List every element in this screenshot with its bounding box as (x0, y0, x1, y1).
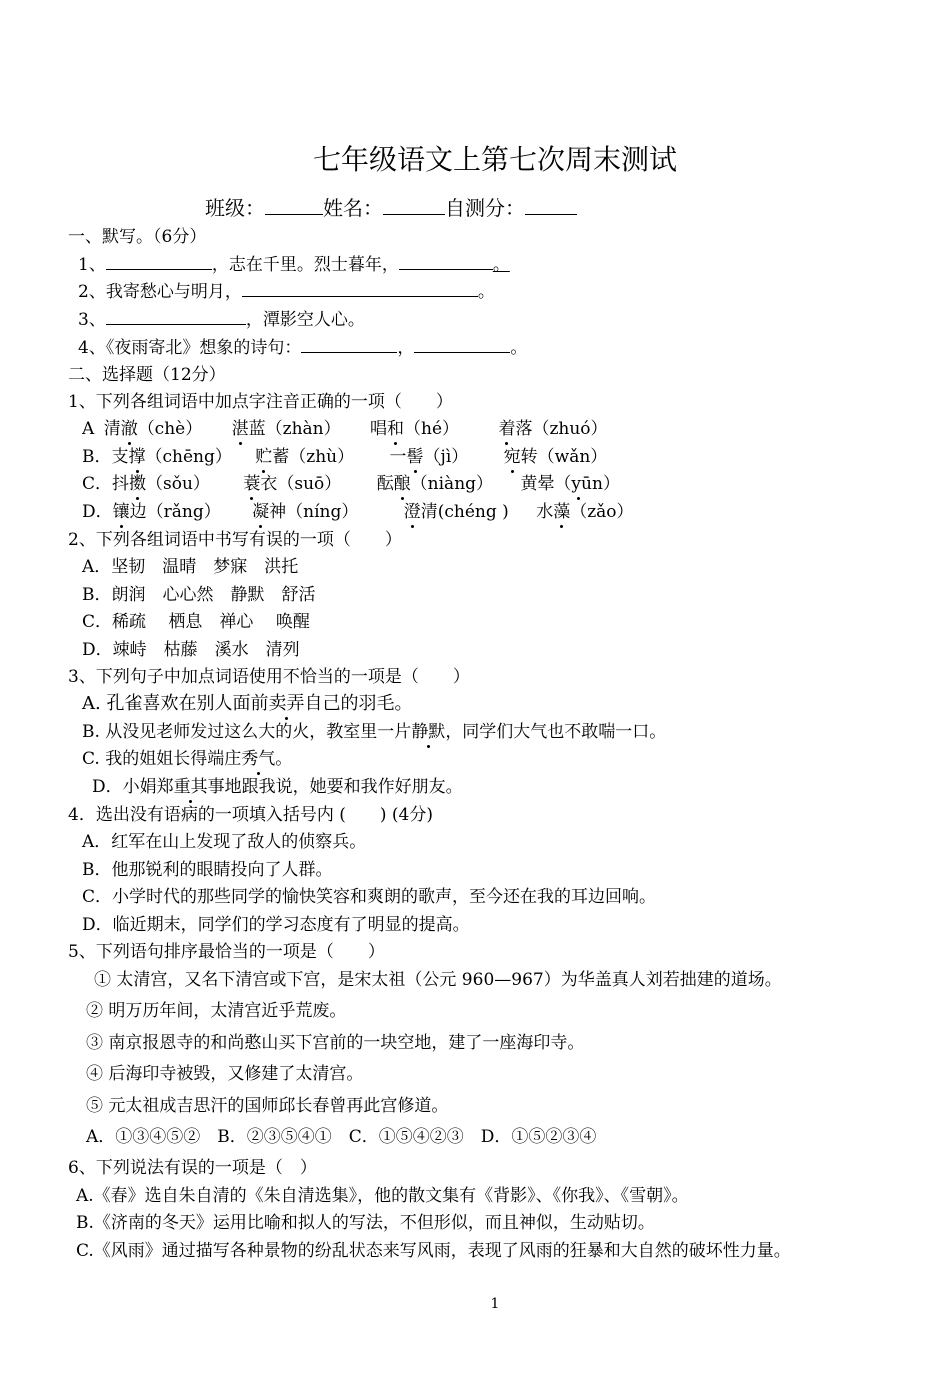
s1-q4-blank1[interactable] (301, 338, 397, 353)
s2-q2-option-c: C．稀疏 栖息 禅心 唤醒 (82, 612, 310, 632)
s2-q5-item-2: ② 明万历年间，太清宫近乎荒废。 (86, 1001, 347, 1021)
s2-q5-stem: 5、下列语句排序最恰当的一项是（ ） (68, 942, 385, 962)
s2-q3-option-a: A. 孔雀喜欢在别人面前卖弄自己的羽毛。 (82, 693, 413, 714)
s2-q6-option-c: C.《风雨》通过描写各种景物的纷乱状态来写风雨，表现了风雨的狂暴和大自然的破坏性力量。 (76, 1241, 791, 1261)
s1-q3-blank[interactable] (106, 310, 246, 325)
s2-q3-option-d: D．小娟郑重其事地跟我说，她要和我作好朋友。 (92, 777, 463, 797)
s2-q5-item-5: ⑤ 元太祖成吉思汗的国师邱长春曾再此宫修道。 (86, 1096, 449, 1116)
section2-heading: 二、选择题（12分） (68, 365, 226, 385)
s2-q4-option-c: C．小学时代的那些同学的愉快笑容和爽朗的歌声，至今还在我的耳边回响。 (82, 887, 657, 907)
s2-q5-item-3: ③ 南京报恩寺的和尚憨山买下宫前的一块空地，建了一座海印寺。 (86, 1033, 585, 1053)
s2-q3-option-b: B. 从没见老师发过这么大的火，教室里一片静默，同学们大气也不敢喘一口。 (82, 722, 667, 742)
s2-q4-option-a: A．红军在山上发现了敌人的侦察兵。 (82, 832, 367, 852)
s1-q1: 1、 ，志在千里。烈士暮年， 。 (78, 255, 510, 275)
s2-q1-option-c: C．抖擞（sǒu） 蓑衣（suō） 酝酿（niàng） 黄晕（yūn） (82, 474, 620, 494)
name-label: 姓名 (323, 196, 363, 220)
s2-q2-option-a: A．坚韧 温晴 梦寐 洪托 (82, 557, 299, 577)
s1-q2: 2、我寄愁心与明月， 。 (78, 282, 495, 302)
s2-q2-option-d: D．竦峙 枯藤 溪水 清列 (82, 640, 300, 660)
name-field[interactable] (383, 200, 445, 215)
s2-q6-option-a: A.《春》选自朱自清的《朱自清选集》，他的散文集有《背影》、《你我》、《雪朝》。 (76, 1186, 689, 1206)
s2-q5-item-4: ④ 后海印寺被毁，又修建了太清宫。 (86, 1064, 364, 1084)
score-field[interactable] (525, 200, 577, 215)
s2-q3-option-c: C. 我的姐姐长得端庄秀气。 (82, 749, 293, 769)
s1-q1-blank1[interactable] (106, 255, 212, 270)
s1-q2-blank[interactable] (242, 282, 478, 297)
s2-q3-stem: 3、下列句子中加点词语使用不恰当的一项是（ ） (68, 667, 470, 687)
s2-q4-option-d: D．临近期末，同学们的学习态度有了明显的提高。 (82, 915, 470, 935)
page-title: 七年级语文上第七次周末测试 (312, 143, 677, 176)
s2-q6-stem: 6、下列说法有误的一项是（ ） (68, 1158, 317, 1178)
s1-q4-blank2[interactable] (414, 338, 510, 353)
class-field[interactable] (265, 200, 323, 215)
s2-q5-choices: A．①③④⑤② B．②③⑤④① C．①⑤④②③ D．①⑤②③④ (86, 1127, 597, 1147)
s2-q4-stem: 4．选出没有语病的一项填入括号内 ( ) (4分) (68, 805, 433, 825)
class-label: 班级 (205, 196, 245, 220)
s2-q6-option-b: B.《济南的冬天》运用比喻和拟人的写法，不但形似，而且神似，生动贴切。 (76, 1213, 655, 1233)
s2-q1-stem: 1、下列各组词语中加点字注音正确的一项（ ） (68, 392, 453, 412)
s2-q5-item-1: ① 太清宫，又名下清宫或下宫，是宋太祖（公元 960—967）为华盖真人刘若拙建的道场。 (94, 970, 782, 990)
s1-q1-blank2[interactable] (399, 255, 493, 270)
score-label: 自测分： (445, 196, 525, 220)
s2-q1-option-b: B．支撑（chēng） 贮蓄（zhù） 一髻（jì） 宛转（wǎn） (82, 447, 608, 467)
s2-q1-option-a: A 清澈（chè） 湛蓝（zhàn） 唱和（hé） 着落（zhuó） (82, 419, 608, 439)
page-number: 1 (490, 1296, 500, 1312)
s2-q4-option-b: B．他那锐利的眼睛投向了人群。 (82, 860, 333, 880)
student-info-row: 班级： 姓名： 自测分： (205, 192, 577, 221)
s2-q2-stem: 2、下列各组词语中书写有误的一项（ ） (68, 530, 402, 550)
s1-q4: 4、《夜雨寄北》想象的诗句： ， 。 (78, 338, 528, 358)
s2-q2-option-b: B．朗润 心心然 静默 舒活 (82, 585, 316, 605)
s1-q3: 3、 ，潭影空人心。 (78, 310, 365, 330)
s2-q1-option-d: D．镶边（rǎng） 凝神（níng） 澄清(chéng ) 水藻（zǎo） (82, 502, 634, 522)
section1-heading: 一、默写。（6分） (68, 227, 207, 247)
